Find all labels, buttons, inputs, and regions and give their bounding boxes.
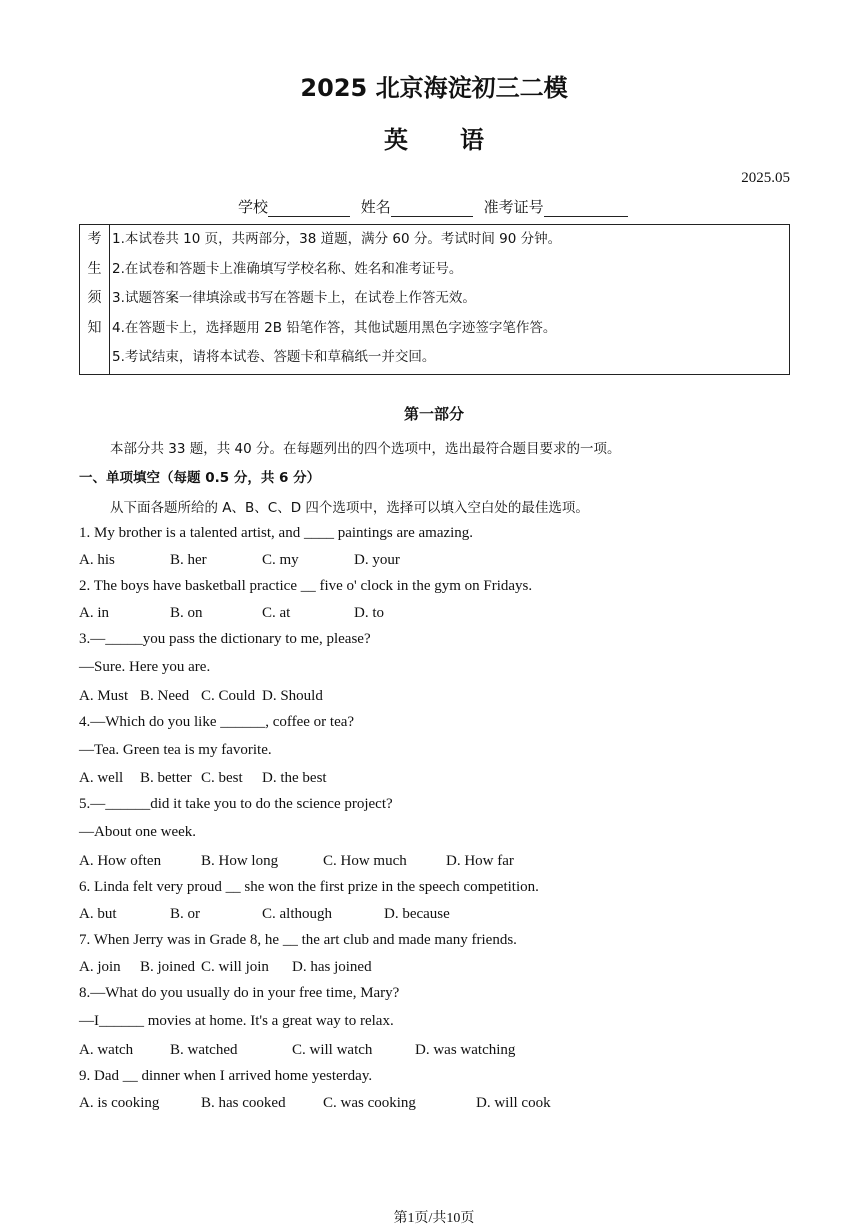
exam-notice-box bbox=[79, 224, 790, 375]
name-blank bbox=[391, 202, 473, 217]
section-instruction: 从下面各题所给的 A、B、C、D 四个选项中，选择可以填入空白处的最佳选项。 bbox=[110, 500, 589, 516]
notice-heading-char: 生 bbox=[87, 260, 102, 277]
question-stem: 9. Dad __ dinner when I arrived home yesterday. bbox=[79, 1068, 373, 1084]
option: D. the best bbox=[262, 770, 327, 786]
option: B. joined bbox=[140, 959, 195, 975]
question-stem: 5.—______did it take you to do the science project? bbox=[79, 796, 393, 812]
part-title: 第一部分 bbox=[403, 405, 464, 423]
notice-item: 2.在试卷和答题卡上准确填写学校名称、姓名和准考证号。 bbox=[112, 260, 463, 277]
question-reply: —About one week. bbox=[79, 824, 197, 840]
school-blank bbox=[268, 202, 350, 217]
option: D. your bbox=[354, 552, 400, 568]
option: D. Should bbox=[262, 688, 323, 704]
option: B. watched bbox=[170, 1042, 238, 1058]
school-label: 学校 bbox=[238, 198, 269, 216]
option: C. Could bbox=[201, 688, 256, 704]
option: A. but bbox=[79, 906, 117, 922]
notice-item: 5.考试结束，请将本试卷、答题卡和草稿纸一并交回。 bbox=[112, 349, 436, 365]
exam-title: 2025 北京海淀初三二模 bbox=[300, 74, 568, 102]
option: A. in bbox=[79, 605, 109, 621]
notice-item: 1.本试卷共 10 页，共两部分，38 道题，满分 60 分。考试时间 90 分钟。 bbox=[112, 231, 562, 247]
option: C. will join bbox=[201, 959, 269, 975]
exam-id-label: 准考证号 bbox=[483, 198, 544, 216]
option: D. was watching bbox=[415, 1042, 516, 1058]
exam-date: 2025.05 bbox=[741, 170, 790, 186]
question-options bbox=[79, 605, 779, 625]
option: D. How far bbox=[446, 853, 514, 869]
question-options bbox=[79, 770, 779, 790]
part-intro: 本部分共 33 题，共 40 分。在每题列出的四个选项中，选出最符合题目要求的一项。 bbox=[110, 441, 621, 457]
option: A. is cooking bbox=[79, 1095, 160, 1111]
page-number: 第1页/共10页 bbox=[393, 1211, 475, 1226]
option: A. join bbox=[79, 959, 121, 975]
subject-title: 英语 bbox=[384, 126, 536, 154]
notice-heading-char: 考 bbox=[87, 231, 102, 247]
question-stem: 4.—Which do you like ______, coffee or tea? bbox=[79, 714, 355, 730]
notice-heading-char: 须 bbox=[87, 290, 102, 306]
question-options bbox=[79, 906, 779, 926]
option: B. How long bbox=[201, 853, 279, 869]
question-stem: 7. When Jerry was in Grade 8, he __ the art club and made many friends. bbox=[79, 932, 517, 948]
option: A. Must bbox=[79, 688, 129, 704]
option: A. his bbox=[79, 552, 115, 568]
student-info-fields bbox=[238, 196, 634, 217]
option: D. has joined bbox=[292, 959, 372, 975]
question-stem: 3.—_____you pass the dictionary to me, please? bbox=[79, 631, 371, 647]
option: D. will cook bbox=[476, 1095, 551, 1111]
question-stem: 6. Linda felt very proud __ she won the first prize in the speech competition. bbox=[79, 879, 539, 895]
question-options bbox=[79, 688, 779, 708]
question-reply: —Tea. Green tea is my favorite. bbox=[79, 742, 272, 758]
option: B. her bbox=[170, 552, 207, 568]
notice-items bbox=[110, 225, 789, 374]
option: B. or bbox=[170, 906, 200, 922]
option: C. my bbox=[262, 552, 299, 568]
question-stem: 8.—What do you usually do in your free time, Mary? bbox=[79, 985, 400, 1001]
option: A. well bbox=[79, 770, 124, 786]
option: B. has cooked bbox=[201, 1095, 286, 1111]
question-options bbox=[79, 1042, 779, 1062]
option: D. to bbox=[354, 605, 384, 621]
option: C. was cooking bbox=[323, 1095, 416, 1111]
question-options bbox=[79, 959, 779, 979]
question-reply: —Sure. Here you are. bbox=[79, 659, 211, 675]
notice-heading bbox=[80, 225, 110, 374]
notice-item: 4.在答题卡上，选择题用 2B 铅笔作答，其他试题用黑色字迹签字笔作答。 bbox=[112, 319, 557, 336]
option: B. better bbox=[140, 770, 192, 786]
option: C. will watch bbox=[292, 1042, 373, 1058]
name-label: 姓名 bbox=[360, 198, 391, 216]
question-options bbox=[79, 552, 779, 572]
option: D. because bbox=[384, 906, 450, 922]
section-title: 一、单项填空（每题 0.5 分，共 6 分） bbox=[79, 470, 321, 486]
option: C. best bbox=[201, 770, 243, 786]
option: A. How often bbox=[79, 853, 162, 869]
question-reply: —I______ movies at home. It's a great way to relax. bbox=[79, 1013, 394, 1029]
option: C. How much bbox=[323, 853, 407, 869]
option: B. on bbox=[170, 605, 203, 621]
question-stem: 1. My brother is a talented artist, and ____ paintings are amazing. bbox=[79, 525, 474, 541]
notice-item: 3.试题答案一律填涂或书写在答题卡上，在试卷上作答无效。 bbox=[112, 290, 476, 306]
question-options bbox=[79, 1095, 779, 1115]
notice-heading-char: 知 bbox=[87, 319, 102, 336]
question-options bbox=[79, 853, 779, 873]
option: A. watch bbox=[79, 1042, 134, 1058]
question-stem: 2. The boys have basketball practice __ five o' clock in the gym on Fridays. bbox=[79, 578, 533, 594]
option: C. although bbox=[262, 906, 332, 922]
option: C. at bbox=[262, 605, 291, 621]
option: B. Need bbox=[140, 688, 190, 704]
exam-id-blank bbox=[544, 202, 628, 217]
